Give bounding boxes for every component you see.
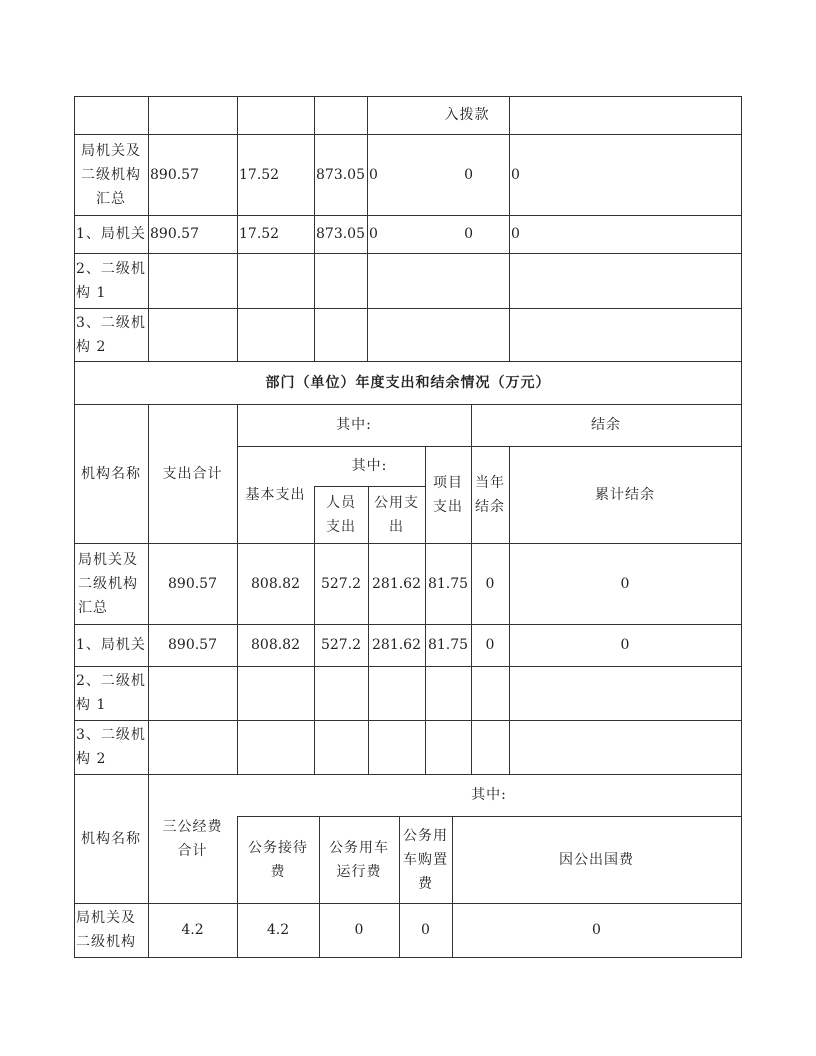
header-cell-tail: 入拨款 [444,107,490,123]
table2-row-name: 局机关及二级机构汇总 [78,551,138,616]
table2-cell: 281.62 [372,637,421,653]
table2-cell: 0 [620,575,630,592]
table2-cell: 281.62 [372,575,421,592]
table2-cell: 527.2 [320,575,362,592]
table3-cell: 0 [421,922,430,938]
rule [74,666,742,667]
table1-cell: 873.05 [316,226,365,242]
header-balance: 结余 [591,417,621,433]
table2-row-name: 1、局机关 [76,637,146,653]
table1-cell: 0 [369,166,378,183]
header-vehicle-buy: 公务用车购置费 [403,827,448,892]
table1-row-name: 3、二级机构 2 [76,314,146,355]
header-sangong-total: 三公经费合计 [162,818,223,859]
table3-cell: 0 [354,922,364,938]
rule [74,253,742,254]
header-personnel: 人员支出 [326,494,356,535]
table1-cell: 873.05 [316,166,365,183]
table1-cell: 0 [464,166,473,183]
table2-cell: 0 [485,637,495,653]
table3-row-name: 局机关及二级机构 [76,910,136,950]
table3-cell: 4.2 [181,922,204,938]
table2-cell: 0 [620,637,630,653]
header-of-which: 其中: [471,787,507,803]
table2-cell: 890.57 [168,637,217,653]
table1-cell: 0 [511,166,520,183]
header-abroad: 因公出国费 [559,851,634,868]
header-total: 支出合计 [162,465,223,482]
table2-cell: 81.75 [427,575,469,592]
table1-cell: 890.57 [150,226,199,242]
rule [74,308,742,309]
header-vehicle-run: 公务用车运行费 [329,839,389,880]
table2-cell: 808.82 [251,575,300,592]
table2-cell: 808.82 [251,637,300,653]
table1-cell: 17.52 [239,166,280,183]
table2-cell: 0 [485,575,495,592]
table1-cell: 0 [464,226,473,242]
table2-cell: 890.57 [168,575,217,592]
table2-row-name: 3、二级机构 2 [76,727,146,767]
table1-row-name: 局机关及二级机构汇总 [81,142,141,207]
table2-cell: 527.2 [320,637,362,653]
header-of-which-sub: 其中: [351,458,388,474]
rule [741,96,742,958]
header-accum-balance: 累计结余 [595,486,655,503]
rule [74,720,742,721]
table1-row-name: 1、局机关 [76,226,146,242]
table2-cell: 81.75 [427,637,469,653]
header-of-which: 其中: [336,417,372,433]
budget-document [74,96,742,958]
header-org-name: 机构名称 [81,465,141,482]
table3-cell: 0 [592,922,601,938]
header-org-name: 机构名称 [81,830,141,847]
header-reception: 公务接待费 [248,839,308,880]
table3-cell: 4.2 [266,922,290,938]
table1-cell: 0 [369,226,378,242]
header-public: 公用支出 [374,494,419,535]
table1-cell: 0 [511,226,520,242]
table2-title: 部门（单位）年度支出和结余情况（万元） [265,374,551,391]
table1-row-name: 2、二级机构 1 [76,260,146,301]
table2-row-name: 2、二级机构 1 [76,673,146,713]
rule [74,96,742,97]
header-current-balance: 当年结余 [475,474,505,515]
table1-cell: 17.52 [239,226,280,242]
table1-cell: 890.57 [150,166,199,183]
header-basic: 基本支出 [245,486,306,503]
rule [74,957,742,958]
header-project: 项目支出 [433,474,463,515]
